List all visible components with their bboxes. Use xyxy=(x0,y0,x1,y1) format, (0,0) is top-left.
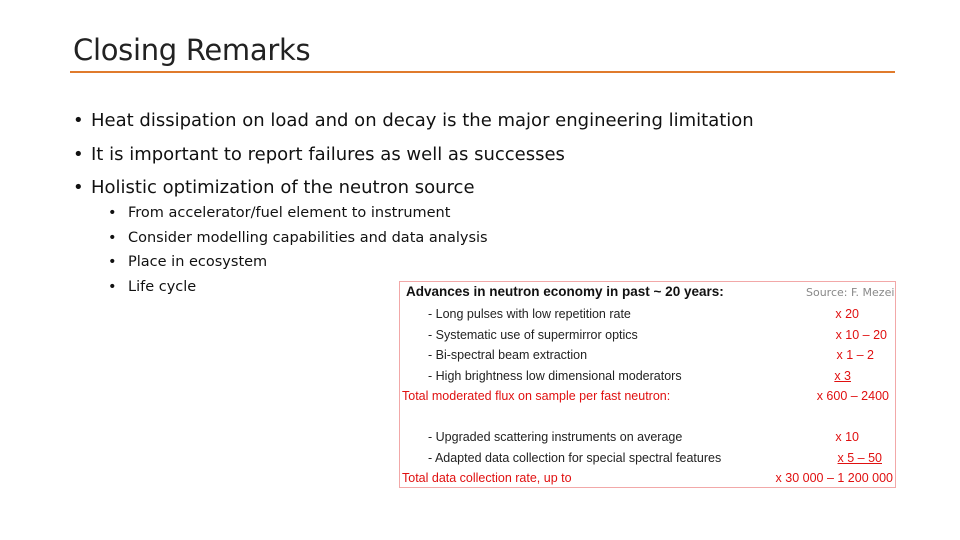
row-label: - Long pulses with low repetition rate xyxy=(428,307,631,321)
table-total-row xyxy=(400,471,895,491)
title-underline xyxy=(70,71,895,73)
sub-bullet-text: From accelerator/fuel element to instrument xyxy=(128,205,451,221)
table-header: Advances in neutron economy in past ~ 20 years: xyxy=(406,284,724,299)
bullet-item xyxy=(73,144,565,165)
sub-bullet-dot: • xyxy=(108,230,117,246)
row-value: x 10 – 20 xyxy=(835,328,887,342)
bullet-text: It is important to report failures as well as successes xyxy=(91,144,565,165)
row-value: x 10 xyxy=(835,430,859,444)
sub-bullet-item xyxy=(108,205,450,221)
row-value: x 1 – 2 xyxy=(836,348,874,362)
table-total-row xyxy=(400,389,895,409)
sub-bullet-text: Consider modelling capabilities and data analysis xyxy=(128,230,488,246)
row-label: - Bi-spectral beam extraction xyxy=(428,348,588,362)
bullet-item xyxy=(73,177,475,198)
bullet-dot: • xyxy=(73,144,84,165)
neutron-economy-table xyxy=(399,281,896,488)
table-row xyxy=(400,451,895,471)
sub-bullet-item xyxy=(108,254,267,270)
table-row xyxy=(400,328,895,348)
bullet-item xyxy=(73,110,754,131)
bullet-dot: • xyxy=(73,177,84,198)
row-label: - High brightness low dimensional moderators xyxy=(428,369,682,383)
row-label: - Upgraded scattering instruments on average xyxy=(428,430,683,444)
table-row xyxy=(400,369,895,389)
bullet-text: Holistic optimization of the neutron source xyxy=(91,177,475,198)
source-credit: Source: F. Mezei xyxy=(806,286,895,299)
table-row xyxy=(400,307,895,327)
row-value: x 20 xyxy=(835,307,859,321)
bullet-text: Heat dissipation on load and on decay is the major engineering limitation xyxy=(91,110,754,131)
slide-title: Closing Remarks xyxy=(73,33,311,67)
row-value: x 3 xyxy=(834,369,851,383)
sub-bullet-dot: • xyxy=(108,205,117,221)
table-row xyxy=(400,348,895,368)
total-value: x 600 – 2400 xyxy=(816,389,889,403)
total-value: x 30 000 – 1 200 000 xyxy=(775,471,893,485)
sub-bullet-dot: • xyxy=(108,279,117,295)
table-row xyxy=(400,430,895,450)
sub-bullet-item xyxy=(108,279,196,295)
sub-bullet-item xyxy=(108,230,488,246)
total-label: Total moderated flux on sample per fast neutron: xyxy=(402,389,671,403)
sub-bullet-text: Life cycle xyxy=(128,279,197,295)
sub-bullet-text: Place in ecosystem xyxy=(128,254,268,270)
bullet-dot: • xyxy=(73,110,84,131)
row-label: - Systematic use of supermirror optics xyxy=(428,328,638,342)
row-value: x 5 – 50 xyxy=(837,451,882,465)
sub-bullet-dot: • xyxy=(108,254,117,270)
row-label: - Adapted data collection for special spectral features xyxy=(428,451,722,465)
total-label: Total data collection rate, up to xyxy=(402,471,572,485)
